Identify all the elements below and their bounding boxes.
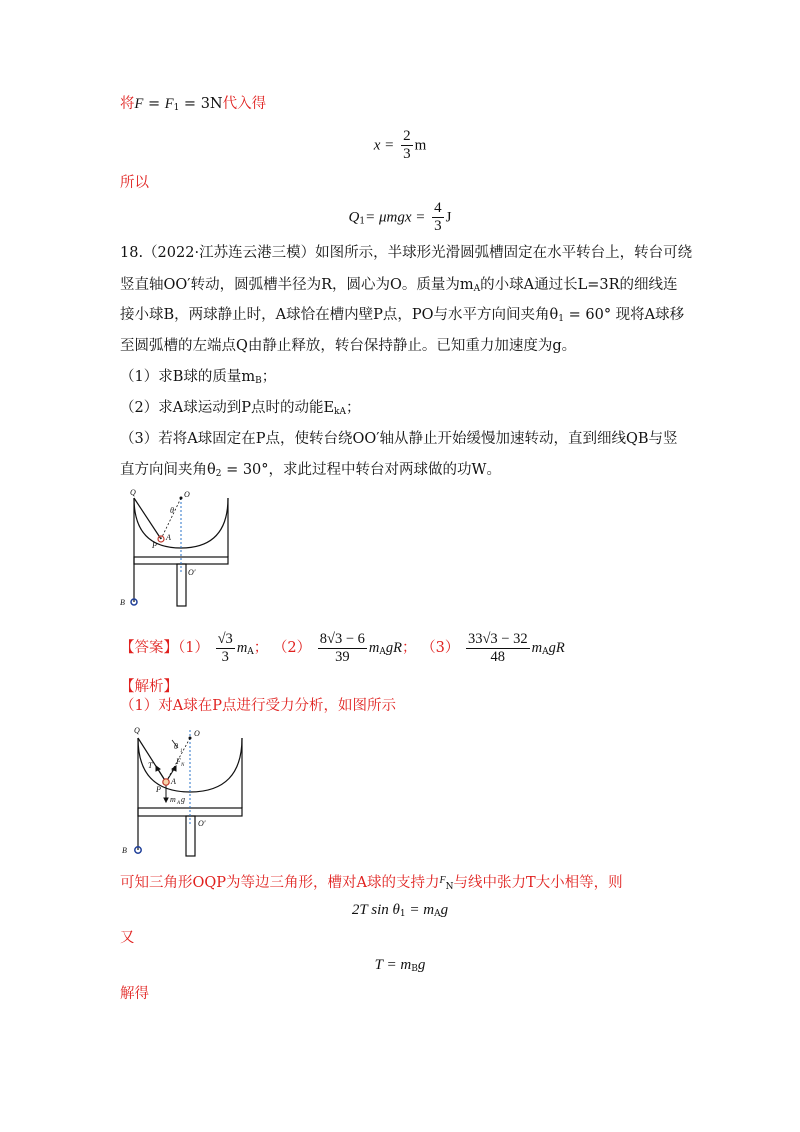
question-3b: 直方向间夹角$\theta_2 = 30^\circ$，求此过程中转台对两球做的功W。 [120, 462, 501, 479]
problem-line-3: 接小球B，两球静止时，A球恰在槽内壁P点，PO与水平方向间夹角$\theta_1 = 60^\circ$ 现将A球移 [120, 307, 685, 324]
label-b: B [120, 598, 125, 607]
equation-x: x = $\frac{2}{3}$ m [373, 128, 427, 162]
answer-label: 【答案】 [120, 640, 178, 656]
svg-text:m: m [170, 795, 176, 804]
equation-tension: 2T $\sin \theta_1 = m_Ag$ [351, 902, 449, 919]
substitution-prefix: 将 [120, 96, 135, 112]
radius-po [161, 498, 181, 539]
label-q: Q [130, 488, 136, 497]
svg-text:O: O [194, 729, 200, 738]
problem-line-2: 竖直轴OO′转动，圆弧槽半径为R，圆心为O。质量为$m_A$的小球A通过长L=3R的细线连 [120, 277, 678, 294]
svg-text:g: g [181, 795, 185, 804]
substitution-line: 将$F = F_1 = 3N$代入得 [120, 96, 267, 113]
label-oprime: O′ [188, 568, 196, 577]
label-o: O [184, 490, 190, 499]
therefore-line: 所以 [120, 175, 149, 191]
question-3a: （3）若将A球固定在P点，使转台绕OO′轴从静止开始缓慢加速转动，直到细线QB与竖 [120, 431, 678, 447]
solve-line: 解得 [120, 986, 149, 1002]
analysis-step-2: 可知三角形OQP为等边三角形，槽对A球的支持力$^F_N$与线中张力T大小相等，则 [120, 875, 623, 892]
question-1: （1）求B球的质量$m_B$； [120, 369, 277, 386]
fraction: $\frac{4}{3}$ [434, 200, 442, 234]
analysis-step-1: （1）对A球在P点进行受力分析，如图所示 [120, 698, 396, 714]
svg-text:A: A [171, 777, 176, 786]
figure-apparatus-1 [120, 484, 250, 608]
question-2: （2）求A球运动到P点时的动能$E_{kA}$； [120, 400, 361, 417]
fraction: $\frac{2}{3}$ [403, 128, 411, 162]
problem-line-4: 至圆弧槽的左端点Q由静止释放，转台保持静止。已知重力加速度为g。 [120, 338, 577, 354]
svg-text:A: A [177, 801, 181, 806]
svg-text:B: B [122, 846, 127, 855]
svg-text:N: N [181, 763, 185, 768]
substitution-suffix: 代入得 [222, 96, 267, 112]
svg-text:O′: O′ [198, 819, 206, 828]
svg-text:θ: θ [174, 742, 178, 751]
analysis-label: 【解析】 [120, 679, 178, 695]
svg-text:Q: Q [134, 726, 140, 735]
svg-text:P: P [156, 785, 161, 794]
svg-text:F: F [176, 757, 181, 766]
problem-line-1: 18.（2022·江苏连云港三模）如图所示，半球形光滑圆弧槽固定在水平转台上，转台可绕 [120, 245, 693, 261]
label-theta: θ [170, 506, 174, 515]
label-a: A [166, 533, 171, 542]
equation-tension-b: $T = m_Bg$ [374, 957, 426, 974]
center-o [180, 497, 183, 500]
answer-line: 【答案】（1） $\frac{√3}{3}$ $m_A$； （2） $\frac{8√3 - 6}{39}$ $m_AgR$； （3） $\frac{33√3 - 32}{48}$ $m_AgR$ [120, 630, 565, 665]
equation-q1: $Q_1= \mu mgx$ = $\frac{4}{3}$ J [348, 200, 452, 234]
figure-force-analysis [120, 720, 255, 860]
string-qa [134, 498, 161, 539]
svg-text:T: T [148, 761, 153, 770]
svg-text:1: 1 [180, 749, 183, 754]
also-line: 又 [120, 930, 135, 946]
label-p: P [152, 541, 157, 550]
